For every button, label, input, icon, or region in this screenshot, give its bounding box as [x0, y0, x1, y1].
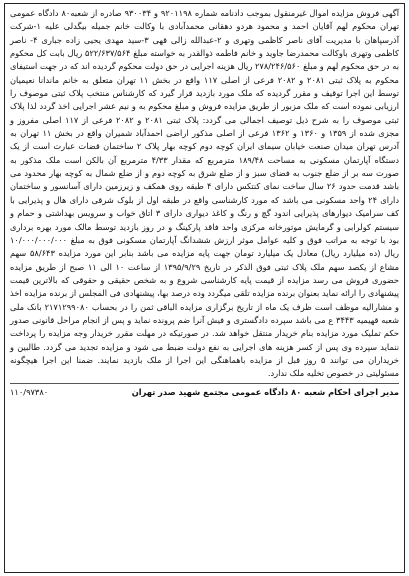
footer-divider: [10, 383, 399, 384]
signature-line: مدیر اجرای احکام شعبه ۸۰ دادگاه عمومی مجتمع شهید صدر تهران: [131, 386, 399, 397]
notice-footer: [10, 386, 399, 398]
auction-notice: [4, 3, 405, 573]
notice-body: آگهی فروش مزایده اموال غیرمنقول بموجب دادنامه شماره ۹۲۰۱۱۹۸ و ۹۳۰۰۳۴ صادره از شعبه۸۰ دادگاه عمومی تهران محکوم لهم آقایان احمد و محمود هردو دهقانی محمدآبادی با وکالت خانم جمیله بیگدلی علیه ۱-شرکت آذرسپاهان با مدیریت آقای ناصر کاظمی وتهری و ۲-عبدالله زالی قهی ۳-سید مهدی یحیی زاده جباری ۴- ناصر کاظمی وتهری باوکالت محمدرضا جاوید و خانم فاطمه ذوالقدر به خواسته مبلغ ۵۲۲/۶۳۷/۵۶۴ ریال بابت کل محکوم به در حق محکوم لهم و مبلغ ۲۷۸/۲۴۶/۵۶۰ ریال هزینه اجرایی در حق دولت محکوم گردیده اند که در جهت استیفای محکوم به پلاک ثبتی ۲۰۸۱ و ۲۰۸۲ فرعی از اصلی ۱۱۷ واقع در بخش ۱۱ تهران متعلق به خانم ماندانا نعیمیان توسط این اجرا توقیف و مقرر گردیده که ملک مورد بازدید قرار گیرد که کارشناس منتخب پلاک ثبتی موصوف را ارزیابی نموده است که ملک مزبور از طریق مزایده فروش و مبلغ محکوم به و نیم عشر اجرایی اخذ گردد لذا پلاک ثبتی موصوف را به شرح ذیل توصیف اجمالی می گردد: پلاک ثبتی ۲۰۸۱ و ۲۰۸۲ فرعی از ۱۱۷ اصلی مفروز و مجزی شده از ۱۳۵۹ و ۱۳۶۰ و ۱۳۶۲ فرعی از اصلی مذکور اراضی احمدآباد شمیران واقع در بخش ۱۱ تهران به آدرس تهران میدان صنعت خیابان سیمای ایران کوچه دوم کوچه بهار پلاک ۲ ساختمان قضات عبارت است از یک دستگاه آپارتمان مسکونی به مساحت ۱۸۹/۴۸ مترمربع که مقدار ۴/۳۳ مترمربع آن بالکن است ملک مذکور به صورت سه بر از ضلع جنوب به فضای سبز و از ضلع شرق به کوچه دوم و از ضلع شمال به کوچه بهار محدود می باشد قدمت حدود ۲۶ سال ساخت نمای کنتکس دارای ۴ طبقه روی همکف و زیرزمین دارای آسانسور و ساختمان دارای ۲۴ واحد مسکونی می باشد که مورد کارشناسی واقع در طبقه اول از بلوک شرقی دارای هال و پذیرایی با کف سرامیک دیوارهای پذیرایی اندود گچ و رنگ و کاغذ دیواری دارای ۳ اتاق خواب و سرویس بهداشتی و حمام و سیستم کولرابی و گرمایش موتورخانه مرکزی واحد فاقد پارکینگ و در روز بازدید توسط مالک مورد بهره برداری بود با توجه به مراتب فوق و کلیه عوامل موثر ارزش ششدانگ آپارتمان مسکونی فوق به مبلغ ۱۰/۰۰۰/۰۰۰/۰۰۰ ریال (ده میلیارد ریال) معادل یک میلیارد تومان جهت پایه مزایده می باشد بنابر این مورد مزایده ۵۸/۶۴۳ سهم مشاع از یکصد سهم ملک پلاک ثبتی فوق الذکر در تاریخ ۱۳۹۵/۹/۲۹ از ساعت ۱۰ الی ۱۱ صبح از طریق مزایده حضوری فروش می رسد مزایده از قیمت پایه کارشناسی شروع و به شخص حقیقی و حقوقی که بالاترین قیمت پیشنهادی را ارائه نماید بعنوان برنده مزایده تلقی میگردد وده درصد بها، پیشنهادی فی المجلس از برنده مزایده اخذ و مشارالیه موظف است ظرف یک ماه از تاریخ برگزاری مزایده الباقی ثمن را در بحساب ۲۱۷۱۲۹۹۰۸۰ بانک ملی شعبه قهیمیه ۳۴۴۳ ع می باشد سپرده دادگستری و فیش آنرا ضم پرونده نماید و پس از انجام مراحل قانونی صدور حکم تملیک مورد مزایده بنام خریدار منتقل خواهد شد. در صورتیکه در مهلت مقرر خریدار وجه مزایده را پرداخت ننماید سپرده وی پس از کسر هزینه های اجرایی به نفع دولت ضبط می شود و مزایده تجدید می گردد. طالبین و خریداران می توانند ۵ روز قبل از مزایده باهماهنگی این اجرا از ملک بازدید نمایند. ضمنا این اجرا هیچگونه مسئولیتی در خصوص تخلیه ملک ندارد.: [10, 8, 400, 379]
notice-code: ۱۱۰/۹۷۳۸۰: [10, 386, 49, 397]
